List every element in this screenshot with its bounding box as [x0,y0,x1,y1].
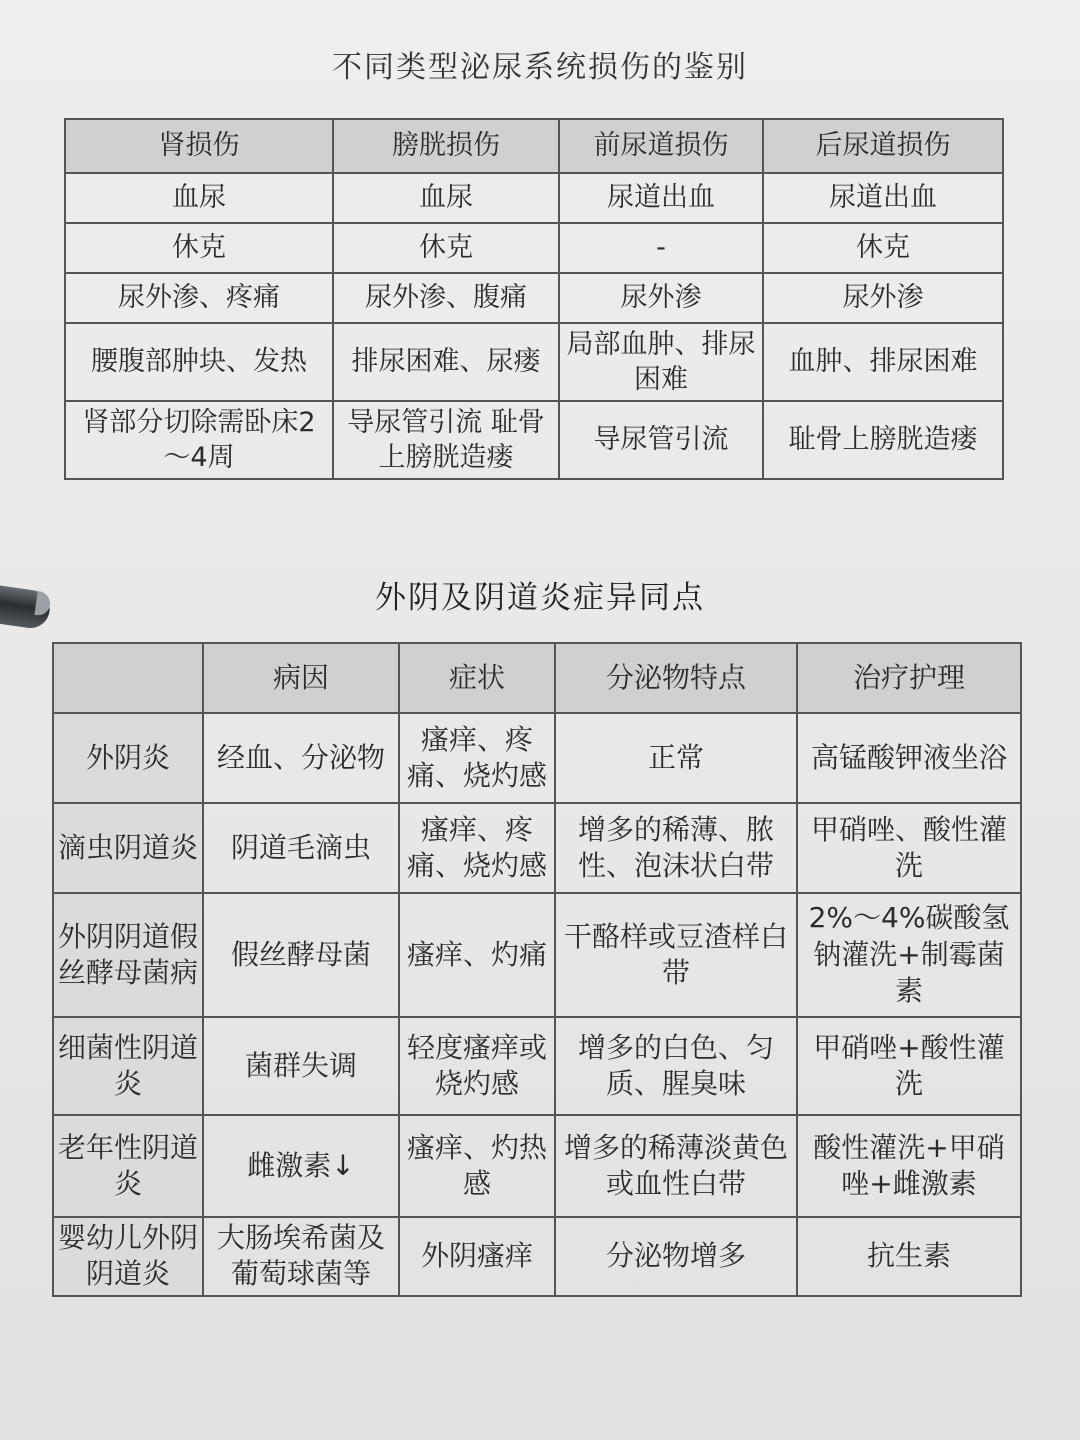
row-header-cell: 滴虫阴道炎 [53,803,203,893]
table-cell: 肾部分切除需卧床2～4周 [65,401,333,479]
table-cell: 增多的白色、匀质、腥臭味 [555,1017,797,1115]
table-cell: 局部血肿、排尿困难 [559,323,763,401]
column-header: 症状 [399,643,555,713]
table-cell: 耻骨上膀胱造瘘 [763,401,1003,479]
table-cell: 2%～4%碳酸氢钠灌洗+制霉菌素 [797,893,1021,1017]
row-header-cell: 外阴阴道假丝酵母菌病 [53,893,203,1017]
section1-title: 不同类型泌尿系统损伤的鉴别 [332,50,748,85]
table-cell: 休克 [65,223,333,273]
table-cell: 休克 [333,223,559,273]
row-header-cell: 细菌性阴道炎 [53,1017,203,1115]
table-cell: 瘙痒、灼热感 [399,1115,555,1217]
table-cell: 分泌物增多 [555,1217,797,1296]
urinary-injury-table [64,118,1004,480]
row-header-cell: 老年性阴道炎 [53,1115,203,1217]
table-cell: 排尿困难、尿瘘 [333,323,559,401]
table-row [53,1017,1021,1115]
table-row [53,803,1021,893]
table-row [53,1217,1021,1296]
table-cell: 正常 [555,713,797,803]
table-cell: 增多的稀薄淡黄色或血性白带 [555,1115,797,1217]
table-cell: 抗生素 [797,1217,1021,1296]
table-row [53,1115,1021,1217]
table-cell: 雌激素↓ [203,1115,399,1217]
vaginitis-table [52,642,1022,1297]
column-header: 膀胱损伤 [333,119,559,173]
table-cell: 瘙痒、疼痛、烧灼感 [399,803,555,893]
table-cell: 尿外渗、疼痛 [65,273,333,323]
table-cell: 菌群失调 [203,1017,399,1115]
table-row [65,323,1003,401]
table-cell: 增多的稀薄、脓性、泡沫状白带 [555,803,797,893]
table-cell: - [559,223,763,273]
table-row [53,713,1021,803]
table-cell: 腰腹部肿块、发热 [65,323,333,401]
table-cell: 大肠埃希菌及葡萄球菌等 [203,1217,399,1296]
table-cell: 甲硝唑、酸性灌洗 [797,803,1021,893]
table-cell: 阴道毛滴虫 [203,803,399,893]
column-header: 肾损伤 [65,119,333,173]
table-row [65,173,1003,223]
table-header-row [53,643,1021,713]
table-cell: 血肿、排尿困难 [763,323,1003,401]
table-row [65,273,1003,323]
table-cell: 干酪样或豆渣样白带 [555,893,797,1017]
table-cell: 酸性灌洗+甲硝唑+雌激素 [797,1115,1021,1217]
table-cell: 瘙痒、灼痛 [399,893,555,1017]
row-header-cell: 外阴炎 [53,713,203,803]
table-cell: 经血、分泌物 [203,713,399,803]
table-cell: 尿道出血 [763,173,1003,223]
column-header: 治疗护理 [797,643,1021,713]
table-cell: 高锰酸钾液坐浴 [797,713,1021,803]
table-cell: 尿外渗、腹痛 [333,273,559,323]
table-cell: 假丝酵母菌 [203,893,399,1017]
section2-title: 外阴及阴道炎症异同点 [375,580,705,616]
column-header: 前尿道损伤 [559,119,763,173]
row-header-cell: 婴幼儿外阴阴道炎 [53,1217,203,1296]
table-cell: 外阴瘙痒 [399,1217,555,1296]
column-header: 分泌物特点 [555,643,797,713]
table-cell: 轻度瘙痒或烧灼感 [399,1017,555,1115]
table-cell: 血尿 [65,173,333,223]
table-cell: 导尿管引流 [559,401,763,479]
table-cell: 尿外渗 [559,273,763,323]
table-cell: 导尿管引流 耻骨上膀胱造瘘 [333,401,559,479]
table-cell: 瘙痒、疼痛、烧灼感 [399,713,555,803]
table-cell: 血尿 [333,173,559,223]
table-row [65,401,1003,479]
column-header: 病因 [203,643,399,713]
table-cell: 尿道出血 [559,173,763,223]
column-header: 后尿道损伤 [763,119,1003,173]
table-row [65,223,1003,273]
table-cell: 尿外渗 [763,273,1003,323]
table-cell: 甲硝唑+酸性灌洗 [797,1017,1021,1115]
table-header-row [65,119,1003,173]
column-header [53,643,203,713]
table-cell: 休克 [763,223,1003,273]
table-row [53,893,1021,1017]
